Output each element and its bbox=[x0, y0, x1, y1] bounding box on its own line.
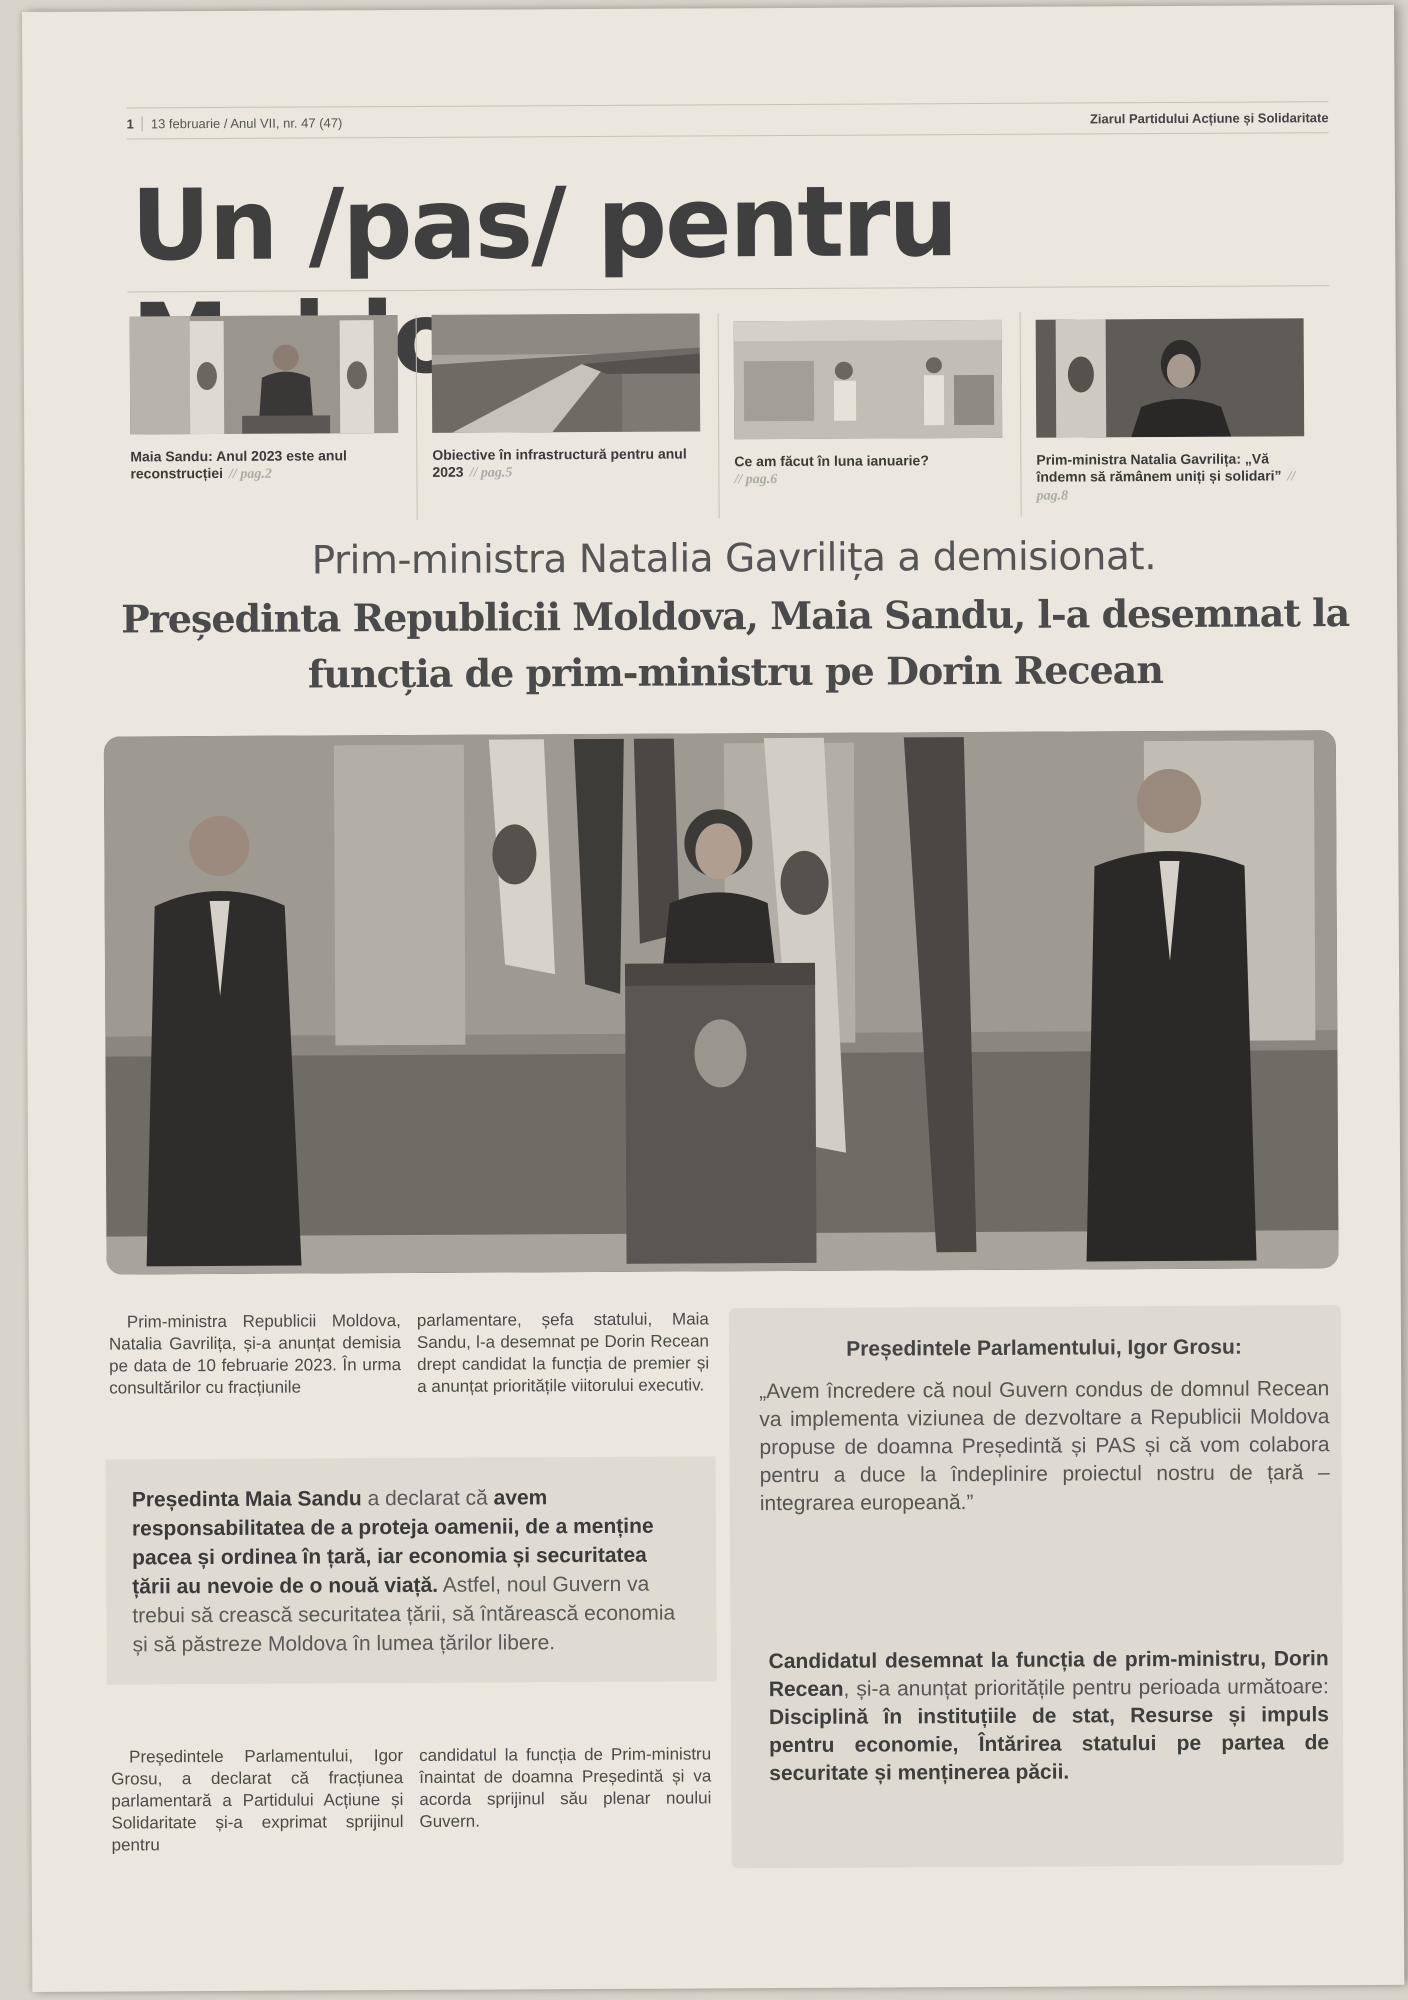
highlight-text: a declarat că bbox=[361, 1486, 494, 1511]
page-header bbox=[127, 101, 1329, 139]
teaser-photo bbox=[130, 315, 399, 434]
publisher-name: Ziarul Partidului Acțiune și Solidaritate bbox=[1089, 109, 1329, 126]
candidate-box bbox=[769, 1645, 1330, 1788]
highlight-bold: avem responsabilitatea de a proteja oamenii, de a menține pacea și ordinea în țară, iar economia și securitatea țării au nevoie de o nouă viață. bbox=[131, 1486, 654, 1599]
candidate-text: , și-a anunțat prioritățile pentru perioada următoare: bbox=[843, 1675, 1329, 1701]
candidate-bold: Candidatul desemnat la funcția de prim-ministru, Dorin Recean bbox=[768, 1647, 1329, 1702]
page-reference: // pag.2 bbox=[228, 466, 272, 482]
main-photo bbox=[104, 730, 1339, 1274]
highlight-bold: Președinta Maia Sandu bbox=[131, 1487, 362, 1512]
highlight-text: Astfel, noul Guvern va trebui să crească securitatea țării, să întărească economia și să păstreze Moldova în lumea țărilor libere. bbox=[132, 1572, 676, 1657]
article-paragraph: candidatul la funcția de Prim-ministru înaintat de doamna Președintă și va acorda sprijinul său plenar noului Guvern. bbox=[419, 1744, 712, 1831]
masthead-title: Un /pas/ pentru bbox=[130, 165, 957, 284]
article-paragraph: Președintele Parlamentului, Igor Grosu, a declarat că fracțiunea parlamentară a Partidului Acțiune și Solidaritate și-a exprimat sprijinul pentru bbox=[111, 1746, 404, 1855]
teaser-caption: Prim-ministra Natalia Gavrilița: „Vă îndemn să rămânem uniți și solidari” bbox=[1036, 450, 1282, 485]
quote-title: Președintele Parlamentului, Igor Grosu: bbox=[846, 1335, 1242, 1361]
article-column-4 bbox=[419, 1743, 711, 1833]
teaser-caption: Obiective în infrastructură pentru anul 2023 bbox=[432, 445, 687, 480]
highlight-box bbox=[106, 1456, 717, 1684]
issue-info: 13 februarie / Anul VII, nr. 47 (47) bbox=[150, 114, 343, 131]
teaser-row bbox=[130, 310, 1331, 526]
page-reference: // pag.5 bbox=[469, 465, 513, 481]
teaser-caption: Maia Sandu: Anul 2023 este anul reconstrucției bbox=[130, 447, 347, 482]
article-column-3 bbox=[111, 1745, 404, 1857]
column-divider bbox=[1020, 312, 1022, 517]
page-content bbox=[102, 5, 1350, 1855]
column-divider bbox=[718, 313, 720, 518]
page-reference: // pag.6 bbox=[734, 472, 778, 488]
page-reference: // pag.8 bbox=[1036, 469, 1296, 504]
article-kicker: Prim-ministra Natalia Gavrilița a demisionat. bbox=[311, 534, 1157, 584]
teaser-item[interactable] bbox=[432, 313, 705, 524]
teaser-photo bbox=[1036, 318, 1305, 437]
teaser-photo bbox=[734, 320, 1003, 439]
article-column-1 bbox=[109, 1310, 401, 1400]
teaser-item[interactable] bbox=[734, 312, 1007, 523]
page-number: 1 bbox=[127, 116, 143, 131]
column-divider bbox=[416, 315, 418, 520]
teaser-photo bbox=[432, 313, 701, 432]
teaser-item[interactable] bbox=[130, 315, 403, 526]
teaser-item[interactable] bbox=[1036, 310, 1309, 521]
teaser-caption: Ce am făcut în luna ianuarie? bbox=[734, 452, 929, 470]
article-paragraph: Prim-ministra Republicii Moldova, Natalia Gavrilița, și-a anunțat demisia pe data de 10 februarie 2023. În urma consultărilor cu fracțiunile bbox=[108, 1311, 402, 1398]
article-column-2 bbox=[417, 1308, 709, 1398]
article-paragraph: parlamentare, șefa statului, Maia Sandu, l-a desemnat pe Dorin Recean drept candidat la funcția de premier și a anunțat prioritățile viitorului executiv. bbox=[416, 1309, 710, 1396]
newspaper-page bbox=[22, 5, 1404, 1992]
candidate-priorities: Disciplină în instituțiile de stat, Resurse și impuls pentru economie, Întărirea statului pe partea de securitate și menținerea păcii. bbox=[768, 1703, 1330, 1786]
article-headline: Președinta Republicii Moldova, Maia Sandu, l-a desemnat la funcția de prim-ministru pe Dorin Recean bbox=[121, 590, 1350, 697]
quote-text: „Avem încredere că noul Guvern condus de domnul Recean va implementa viziunea de dezvoltare a Republicii Moldova propuse de doamna Președintă și PAS și că vom colabora pentru a duce la îndeplinire proiectul nostru de țară – integrarea europeană.” bbox=[759, 1377, 1330, 1516]
